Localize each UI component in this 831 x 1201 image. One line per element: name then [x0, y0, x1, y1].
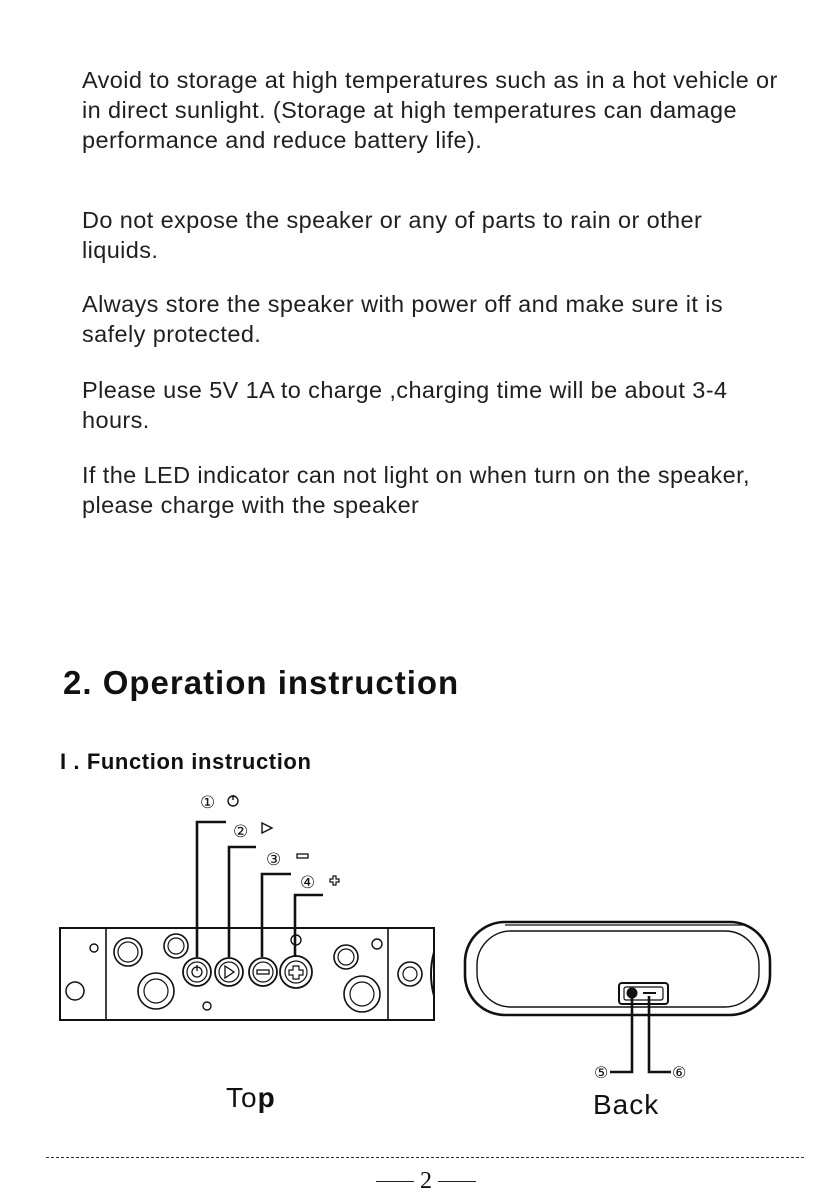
back-caption: Back [593, 1089, 660, 1120]
power-icon [228, 795, 238, 806]
callout-6-label: ⑥ [672, 1063, 687, 1082]
back-view-device [465, 922, 770, 1015]
play-icon [262, 823, 272, 833]
top-view-device [60, 928, 434, 1020]
liquids-warning-paragraph: Do not expose the speaker or any of parts to rain or other liquids. [82, 207, 703, 263]
charging-paragraph: Please use 5V 1A to charge ,charging time will be about 3-4 hours. [82, 377, 728, 433]
minus-icon [297, 854, 308, 858]
footer-divider [46, 1157, 804, 1158]
page-rule-left [376, 1181, 414, 1182]
page-number-value: 2 [420, 1168, 432, 1194]
callout-5-label: ⑤ [594, 1063, 609, 1082]
callout-1-label: ① [200, 793, 216, 813]
volume-down-button[interactable] [249, 958, 277, 986]
volume-up-button[interactable] [280, 956, 312, 988]
callout-2-label: ② [233, 822, 249, 842]
store-power-off-paragraph: Always store the speaker with power off and make sure it is safely protected. [82, 291, 723, 347]
callout-4-label: ④ [300, 873, 316, 893]
play-button[interactable] [215, 958, 243, 986]
top-caption-text: To [226, 1082, 258, 1113]
top-caption [226, 1082, 276, 1114]
power-button[interactable] [183, 958, 211, 986]
plus-icon [330, 876, 339, 885]
page-number [368, 1168, 484, 1195]
top-caption-bold: p [257, 1082, 276, 1113]
function-diagram [0, 780, 831, 1130]
storage-temperature-paragraph: Avoid to storage at high temperatures such as in a hot vehicle or in direct sunlight. (Storage at high temperatures can damage performance and reduce battery life). [82, 67, 778, 153]
led-indicator-paragraph: If the LED indicator can not light on when turn on the speaker, please charge with the speaker [82, 462, 750, 518]
sub-title: I . Function instruction [60, 749, 312, 774]
callout-3-label: ③ [266, 850, 282, 870]
page-rule-right [438, 1181, 476, 1182]
section-title: 2. Operation instruction [63, 664, 460, 701]
